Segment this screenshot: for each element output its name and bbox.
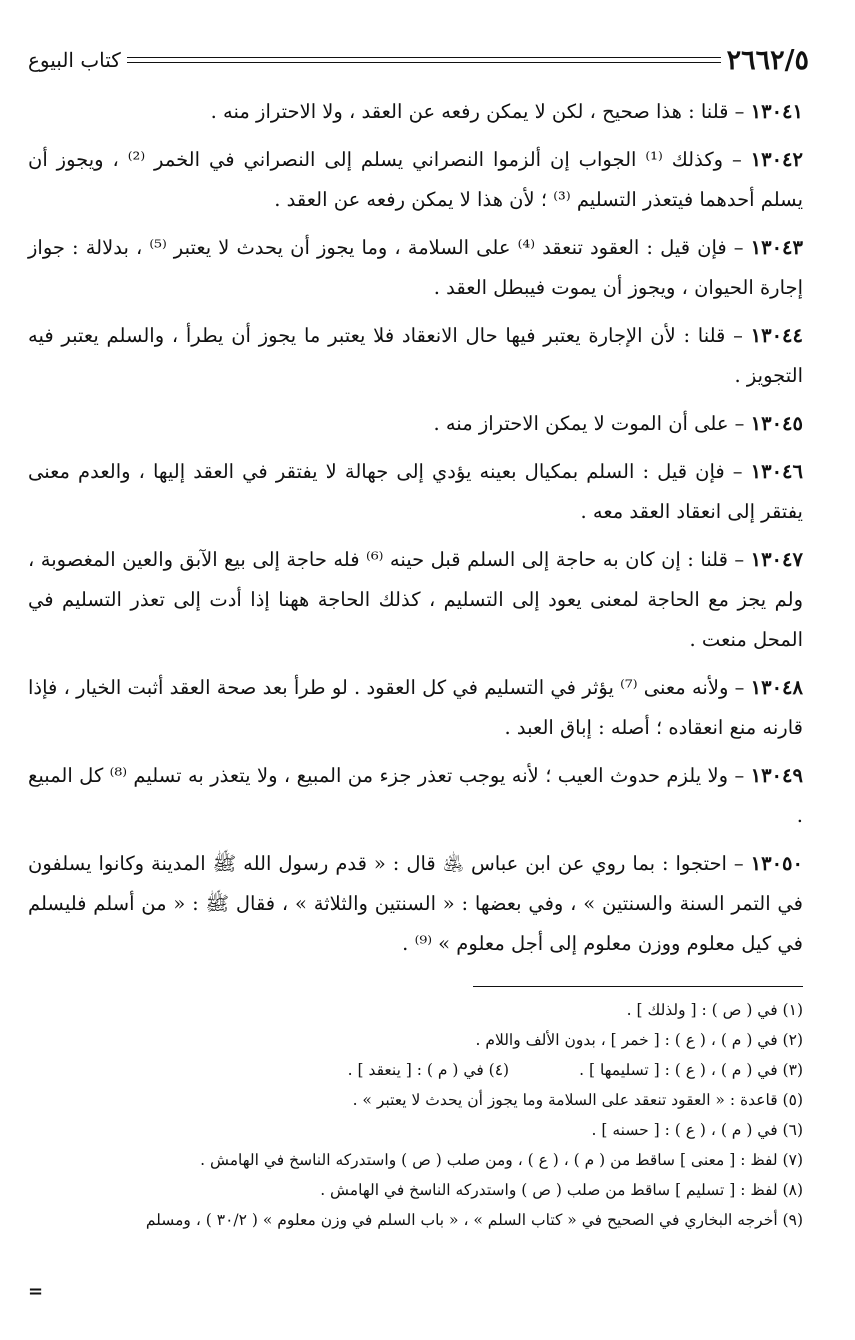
page-header [28,40,809,80]
paragraph-13048 [28,668,803,748]
footnote-7: (٧) لفظ : [ معنى ] ساقط من ( م ) ، ( ع ) ، ومن صلب ( ص ) واستدركه الناسخ في الهامش . [200,1151,803,1169]
paragraph-number: ١٣٠٤٦ [750,460,803,483]
paragraph-text: – ولا يلزم حدوث العيب ؛ لأنه يوجب تعذر جزء من المبيع ، ولا يتعذر به تسليم ⁽⁸⁾ كل المبيع . [28,764,803,827]
paragraph-13041 [28,92,803,132]
footnote-4: (٤) في ( م ) : [ ينعقد ] . [347,1061,510,1079]
continuation-mark: = [28,1281,44,1302]
paragraph-13047 [28,540,803,660]
paragraph-text: – قلنا : لأن الإجارة يعتبر فيها حال الانعقاد فلا يعتبر ما يجوز أن يطرأ ، والسلم يعتبر فيه التجويز . [28,324,803,387]
paragraph-13046 [28,452,803,532]
paragraph-number: ١٣٠٤٤ [750,324,803,347]
paragraph-number: ١٣٠٤١ [750,100,803,123]
footnote-6: (٦) في ( م ) ، ( ع ) : [ حسنه ] . [591,1121,803,1139]
paragraph-13044 [28,316,803,396]
paragraph-text: – وكذلك ⁽¹⁾ الجواب إن ألزموا النصراني يسلم إلى النصراني في الخمر ⁽²⁾ ، ويجوز أن يسلم أحدهما فيتعذر التسليم ⁽³⁾ ؛ لأن هذا لا يمكن رفعه عن العقد . [28,148,803,211]
footnote-1: (١) في ( ص ) : [ ولذلك ] . [626,1001,803,1019]
paragraph-text: – قلنا : إن كان به حاجة إلى السلم قبل حينه ⁽⁶⁾ فله حاجة إلى بيع الآبق والعين المغصوبة ، ولم يجز مع الحاجة لمعنى يعود إلى التسليم ، كذلك الحاجة ههنا إذا أدت إلى تعذر التسليم في المحل منعت . [28,548,803,651]
footnote-row-3-4 [28,1055,803,1085]
paragraph-text: – قلنا : هذا صحيح ، لكن لا يمكن رفعه عن العقد ، ولا الاحتراز منه . [210,100,751,123]
paragraph-text: – فإن قيل : السلم بمكيال بعينه يؤدي إلى جهالة لا يفتقر في العقد إليها ، والعدم معنى يفتقر إلى انعقاد العقد معه . [28,460,803,523]
paragraph-number: ١٣٠٤٥ [750,412,803,435]
paragraph-13050 [28,844,803,964]
paragraph-number: ١٣٠٤٩ [750,764,803,787]
paragraph-13045 [28,404,803,444]
main-text [28,92,803,964]
header-rule [127,57,721,63]
paragraph-13042 [28,140,803,220]
book-title: كتاب البيوع [28,48,121,72]
footnote-2: (٢) في ( م ) ، ( ع ) : [ خمر ] ، بدون الألف واللام . [475,1031,803,1049]
paragraph-number: ١٣٠٤٣ [750,236,803,259]
paragraph-number: ١٣٠٤٢ [750,148,803,171]
paragraph-text: – فإن قيل : العقود تنعقد ⁽⁴⁾ على السلامة ، وما يجوز أن يحدث لا يعتبر ⁽⁵⁾ ، بدلالة : جواز إجارة الحيوان ، ويجوز أن يموت فيبطل العقد . [28,236,803,299]
page-number: ٢٦٦٢/٥ [726,44,809,76]
paragraph-number: ١٣٠٤٨ [750,676,803,699]
paragraph-number: ١٣٠٥٠ [750,852,803,875]
paragraph-13049 [28,756,803,836]
footnote-8: (٨) لفظ : [ تسليم ] ساقط من صلب ( ص ) واستدركه الناسخ في الهامش . [320,1181,803,1199]
footnote-9: (٩) أخرجه البخاري في الصحيح في « كتاب السلم » ، « باب السلم في وزن معلوم » ( ٣٠/٢ ) ، ومسلم [145,1211,803,1229]
paragraph-13043 [28,228,803,308]
footnote-separator [473,986,803,987]
paragraph-text: – احتجوا : بما روي عن ابن عباس ﵁ قال : « قدم رسول الله ﷺ المدينة وكانوا يسلفون في التمر السنة والسنتين » ، وفي بعضها : « السنتين والثلاثة » ، فقال ﷺ : « من أسلم فليسلم في كيل معلوم ووزن معلوم إلى أجل معلوم » ⁽⁹⁾ . [28,852,803,955]
paragraph-text: – على أن الموت لا يمكن الاحتراز منه . [433,412,751,435]
paragraph-text: – ولأنه معنى ⁽⁷⁾ يؤثر في التسليم في كل العقود . لو طرأ بعد صحة العقد أثبت الخيار ، فإذا قارنه منع انعقاده ؛ أصله : إباق العبد . [28,676,803,739]
footnote-5: (٥) قاعدة : « العقود تنعقد على السلامة وما يجوز أن يحدث لا يعتبر » . [352,1091,803,1109]
paragraph-number: ١٣٠٤٧ [750,548,803,571]
footnotes [28,995,803,1235]
footnote-3: (٣) في ( م ) ، ( ع ) : [ تسليمها ] . [579,1061,803,1079]
